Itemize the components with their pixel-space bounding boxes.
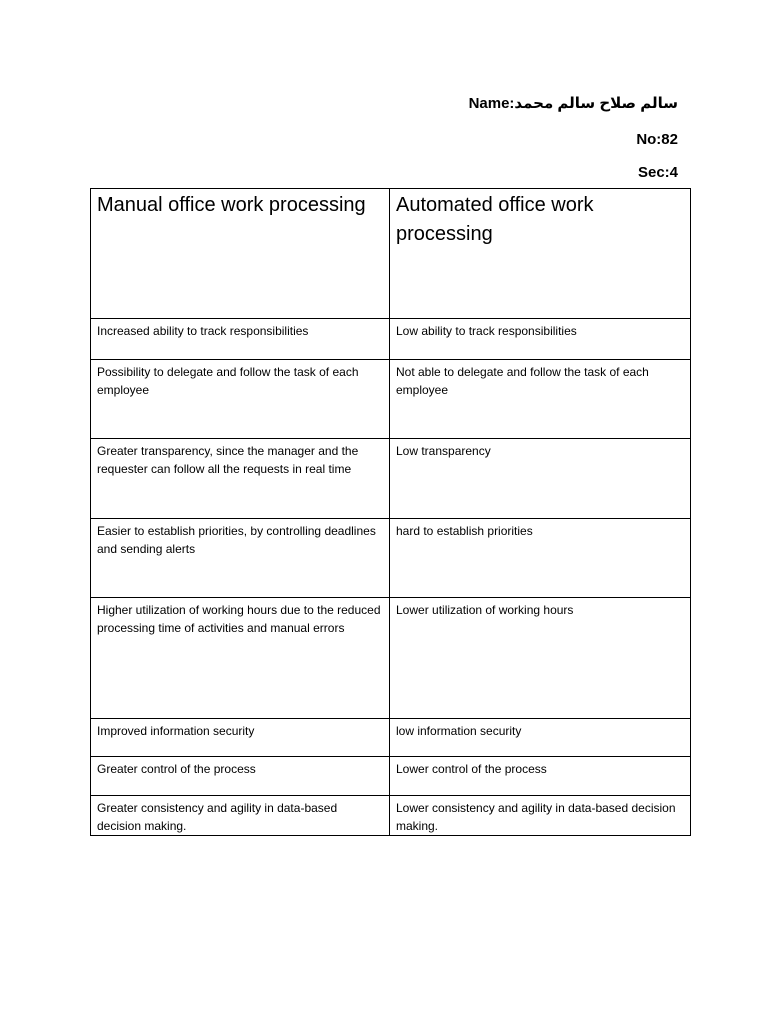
manual-cell: Improved information security: [91, 719, 390, 757]
table-row: [91, 598, 691, 719]
table-row: [91, 757, 691, 796]
manual-cell: Greater control of the process: [91, 757, 390, 796]
automated-cell: hard to establish priorities: [390, 519, 691, 598]
table-row: [91, 519, 691, 598]
manual-cell: Possibility to delegate and follow the task of each employee: [91, 360, 390, 439]
automated-cell: Low transparency: [390, 439, 691, 519]
automated-cell: Lower control of the process: [390, 757, 691, 796]
student-name: Name:سالم صلاح سالم محمد: [468, 95, 678, 112]
column-header-manual: Manual office work processing: [91, 189, 390, 319]
table-row: [91, 439, 691, 519]
automated-cell: Lower utilization of working hours: [390, 598, 691, 719]
student-number: No:82: [636, 131, 678, 148]
table-row: [91, 319, 691, 360]
manual-cell: Increased ability to track responsibilities: [91, 319, 390, 360]
table-row: [91, 360, 691, 439]
comparison-table: [90, 188, 691, 836]
table-row: [91, 719, 691, 757]
manual-cell: Greater transparency, since the manager and the requester can follow all the requests in real time: [91, 439, 390, 519]
table-header-row: [91, 189, 691, 319]
section-number: Sec:4: [637, 164, 678, 181]
automated-cell: Low ability to track responsibilities: [390, 319, 691, 360]
manual-cell: Higher utilization of working hours due to the reduced processing time of activities and manual errors: [91, 598, 390, 719]
manual-cell: Easier to establish priorities, by controlling deadlines and sending alerts: [91, 519, 390, 598]
column-header-automated: Automated office work processing: [390, 189, 691, 319]
automated-cell: Not able to delegate and follow the task of each employee: [390, 360, 691, 439]
automated-cell: low information security: [390, 719, 691, 757]
automated-cell: Lower consistency and agility in data-based decision making.: [390, 796, 691, 836]
manual-cell: Greater consistency and agility in data-based decision making.: [91, 796, 390, 836]
table-row: [91, 796, 691, 836]
